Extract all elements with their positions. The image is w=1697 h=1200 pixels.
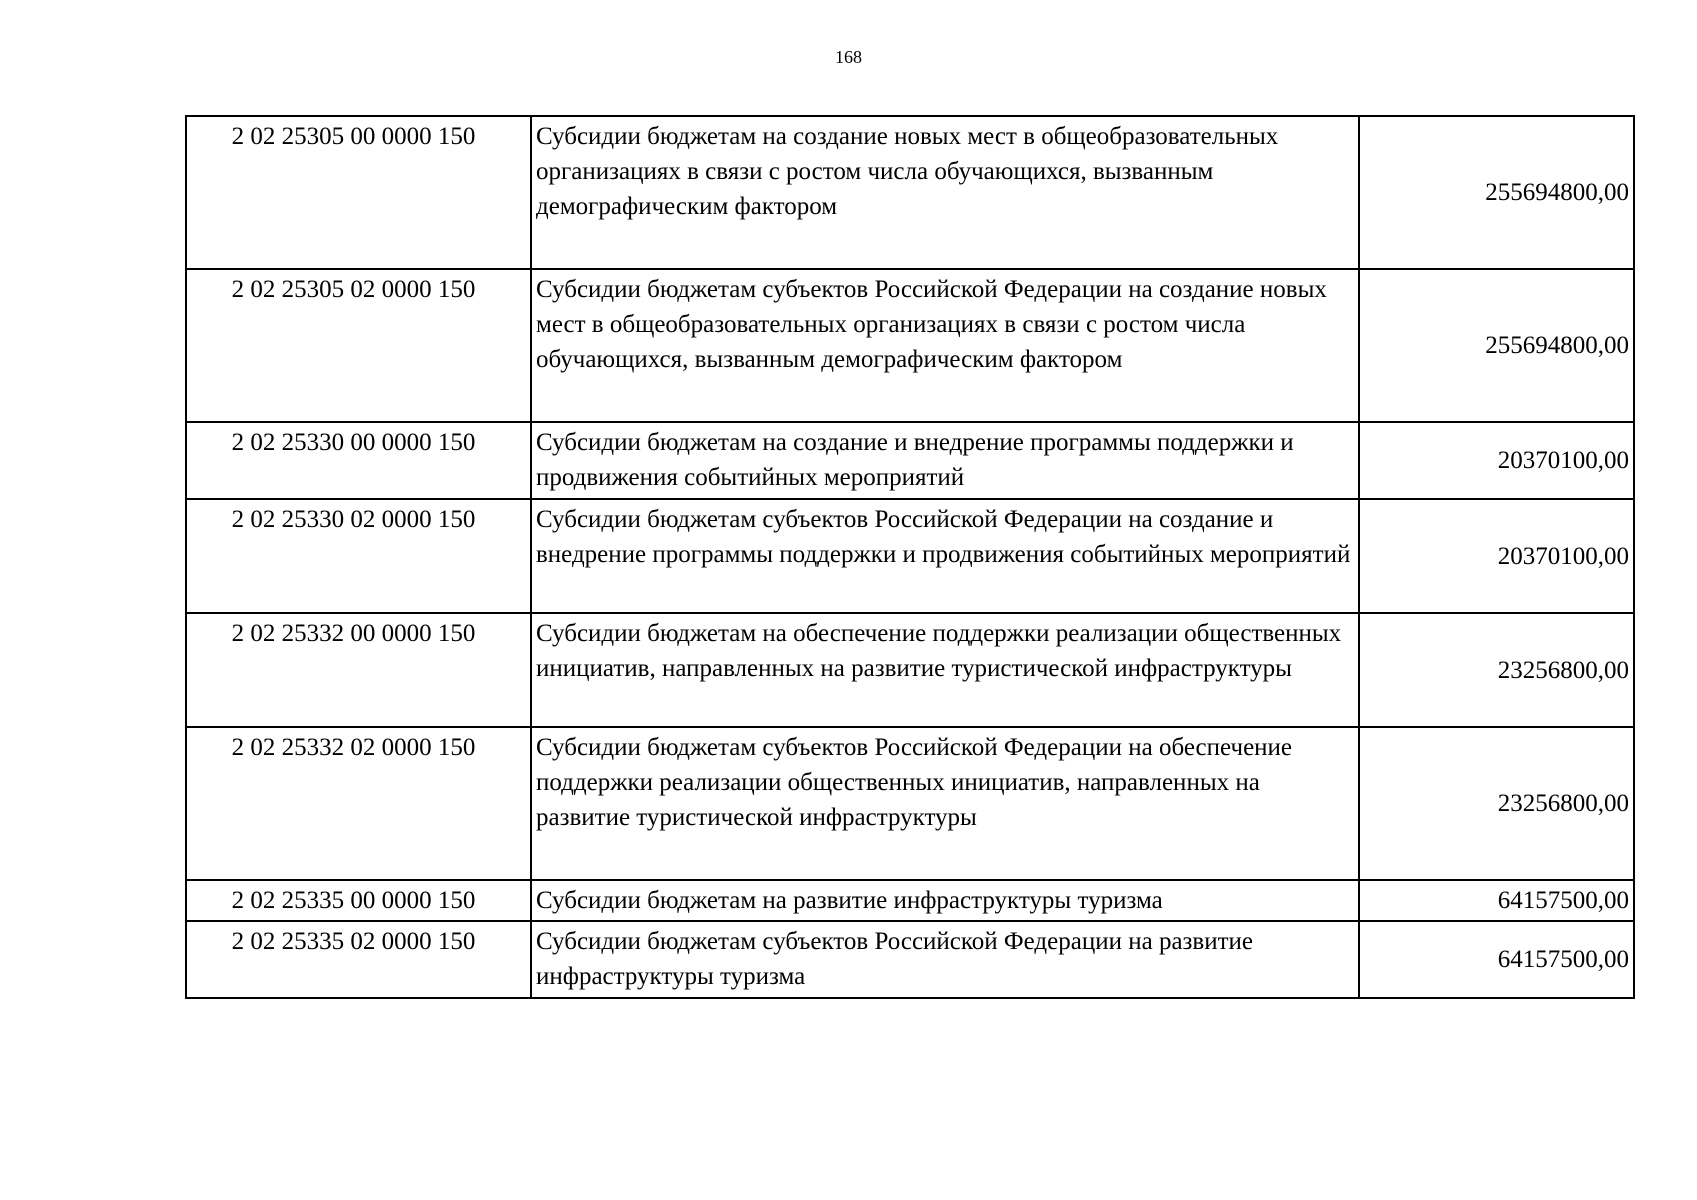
amount-cell: 23256800,00	[1359, 613, 1634, 727]
description-cell: Субсидии бюджетам на развитие инфраструктуры туризма	[531, 880, 1359, 921]
table-row	[186, 499, 1634, 613]
revenue-code-cell: 2 02 25335 00 0000 150	[186, 880, 531, 921]
description-cell: Субсидии бюджетам субъектов Российской Федерации на развитие инфраструктуры туризма	[531, 921, 1359, 998]
table-row	[186, 613, 1634, 727]
revenue-code-cell: 2 02 25305 02 0000 150	[186, 269, 531, 422]
amount-cell: 64157500,00	[1359, 880, 1634, 921]
table-row	[186, 269, 1634, 422]
revenue-code-cell: 2 02 25330 00 0000 150	[186, 422, 531, 499]
amount-cell: 20370100,00	[1359, 499, 1634, 613]
revenue-code-cell: 2 02 25332 00 0000 150	[186, 613, 531, 727]
table-row	[186, 422, 1634, 499]
table-row	[186, 880, 1634, 921]
description-cell: Субсидии бюджетам субъектов Российской Федерации на создание и внедрение программы поддержки и продвижения событийных мероприятий	[531, 499, 1359, 613]
description-cell: Субсидии бюджетам на создание и внедрение программы поддержки и продвижения событийных мероприятий	[531, 422, 1359, 499]
amount-cell: 64157500,00	[1359, 921, 1634, 998]
revenue-code-cell: 2 02 25335 02 0000 150	[186, 921, 531, 998]
amount-cell: 20370100,00	[1359, 422, 1634, 499]
table-row	[186, 116, 1634, 269]
description-cell: Субсидии бюджетам на обеспечение поддержки реализации общественных инициатив, направленных на развитие туристической инфраструктуры	[531, 613, 1359, 727]
revenue-code-cell: 2 02 25305 00 0000 150	[186, 116, 531, 269]
amount-cell: 255694800,00	[1359, 269, 1634, 422]
amount-cell: 23256800,00	[1359, 727, 1634, 880]
table-row	[186, 727, 1634, 880]
description-cell: Субсидии бюджетам субъектов Российской Федерации на создание новых мест в общеобразовательных организациях в связи с ростом числа обучающихся, вызванным демографическим фактором	[531, 269, 1359, 422]
page-number: 168	[835, 47, 862, 67]
revenue-code-cell: 2 02 25330 02 0000 150	[186, 499, 531, 613]
table-row	[186, 921, 1634, 998]
revenue-code-cell: 2 02 25332 02 0000 150	[186, 727, 531, 880]
description-cell: Субсидии бюджетам на создание новых мест в общеобразовательных организациях в связи с ростом числа обучающихся, вызванным демографическим фактором	[531, 116, 1359, 269]
budget-revenue-table	[185, 115, 1635, 999]
description-cell: Субсидии бюджетам субъектов Российской Федерации на обеспечение поддержки реализации общественных инициатив, направленных на развитие туристической инфраструктуры	[531, 727, 1359, 880]
amount-cell: 255694800,00	[1359, 116, 1634, 269]
